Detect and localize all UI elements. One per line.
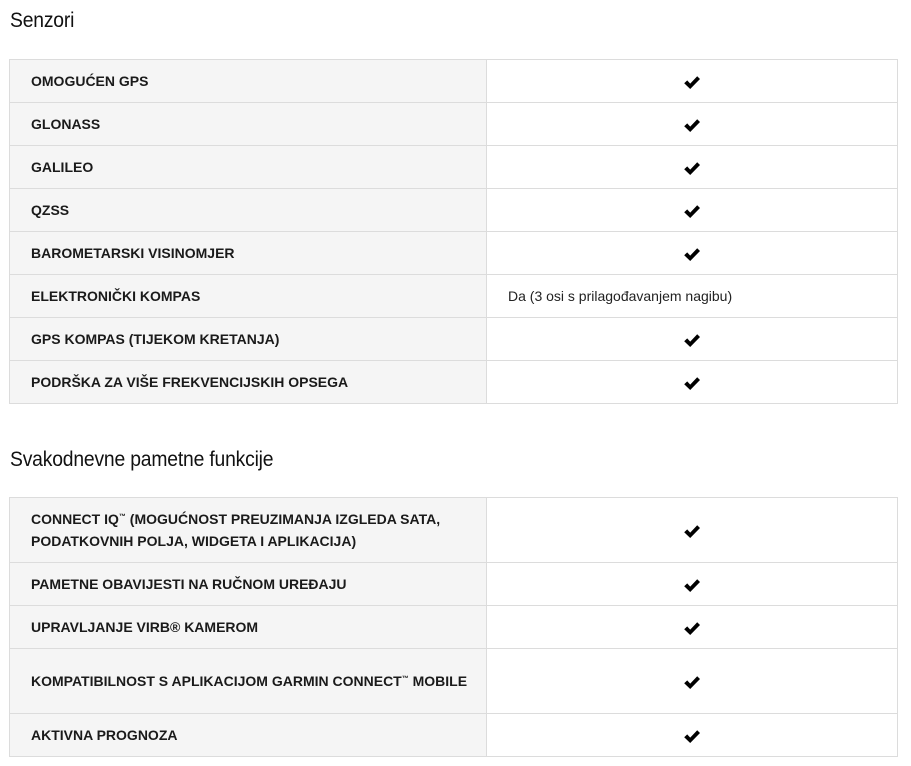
checkmark-icon [683,118,701,133]
checkmark-icon [683,204,701,219]
spec-row [10,60,898,103]
spec-table-senzori [9,59,898,404]
spec-row-value-check [487,606,898,649]
spec-row-value-check [487,189,898,232]
spec-row-label: UPRAVLJANJE VIRB® KAMEROM [10,606,487,649]
spec-row-value: Da (3 osi s prilagođavanjem nagibu) [487,275,898,318]
spec-row [10,361,898,404]
spec-row-label: OMOGUĆEN GPS [10,60,487,103]
spec-row-label: GLONASS [10,103,487,146]
checkmark-icon [683,578,701,593]
label-text: CONNECT IQ [31,511,119,527]
spec-row-value-check [487,498,898,563]
spec-row-value-check [487,103,898,146]
spec-row-label: AKTIVNA PROGNOZA [10,714,487,757]
label-text: (MOGUĆNOST PREUZIMANJA IZGLEDA SATA, PODATKOVNIH POLJA, WIDGETA I APLIKACIJA) [31,511,441,549]
spec-row [10,714,898,757]
spec-row [10,649,898,714]
spec-row-label: PODRŠKA ZA VIŠE FREKVENCIJSKIH OPSEGA [10,361,487,404]
section-title-smart-features: Svakodnevne pametne funkcije [10,448,274,471]
spec-row-value-check [487,146,898,189]
label-text: MOBILE [408,673,468,689]
spec-row [10,232,898,275]
checkmark-icon [683,675,701,690]
trademark-symbol: ™ [118,513,126,521]
spec-row [10,103,898,146]
spec-row [10,606,898,649]
spec-row [10,189,898,232]
spec-row-label: BAROMETARSKI VISINOMJER [10,232,487,275]
spec-row-value-check [487,563,898,606]
spec-row-label: QZSS [10,189,487,232]
checkmark-icon [683,376,701,391]
checkmark-icon [683,621,701,636]
spec-row [10,563,898,606]
spec-row-label: GPS KOMPAS (TIJEKOM KRETANJA) [10,318,487,361]
spec-row-label: GALILEO [10,146,487,189]
checkmark-icon [683,333,701,348]
spec-row [10,318,898,361]
spec-row-label [10,649,487,714]
spec-row-value-check [487,318,898,361]
spec-row-value-check [487,649,898,714]
spec-table-smart-features [9,497,898,757]
spec-row [10,498,898,563]
spec-row [10,146,898,189]
spec-row-label: PAMETNE OBAVIJESTI NA RUČNOM UREĐAJU [10,563,487,606]
checkmark-icon [683,161,701,176]
spec-row-label: ELEKTRONIČKI KOMPAS [10,275,487,318]
spec-row-label [10,498,487,563]
label-text: KOMPATIBILNOST S APLIKACIJOM GARMIN CONNECT [31,673,402,689]
trademark-symbol: ™ [401,675,409,683]
spec-row-value-check [487,361,898,404]
spec-row [10,275,898,318]
checkmark-icon [683,75,701,90]
checkmark-icon [683,247,701,262]
checkmark-icon [683,729,701,744]
spec-row-value-check [487,714,898,757]
section-title-senzori: Senzori [10,9,75,32]
spec-row-value-check [487,60,898,103]
checkmark-icon [683,524,701,539]
spec-row-value-check [487,232,898,275]
